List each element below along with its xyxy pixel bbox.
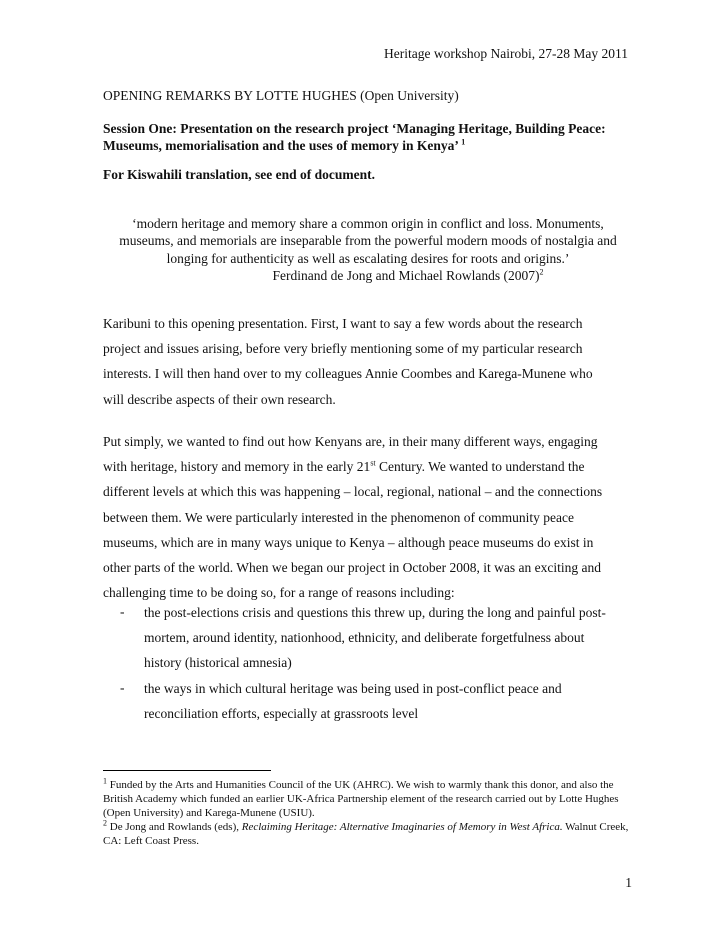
footnote-text: Walnut Creek, CA: Left Coast Press. (103, 821, 629, 848)
list-dash: - (120, 679, 125, 695)
paragraph-research-aims (103, 433, 633, 609)
reasons-list (120, 604, 640, 730)
session-title (103, 120, 643, 154)
paragraph-line: other parts of the world. When we began our project in October 2008, it was an exciting and (103, 559, 601, 575)
footnote-number: 2 (103, 818, 107, 828)
footnote-separator (103, 770, 271, 771)
footnote-2 (103, 820, 643, 848)
page-number: 1 (625, 875, 632, 890)
list-item-line: the ways in which cultural heritage was being used in post-conflict peace and (144, 680, 562, 696)
quote-line: longing for authenticity as well as escalating desires for roots and origins.’ (166, 250, 570, 266)
epigraph-quote (103, 215, 633, 284)
footnote-ref-1[interactable]: 1 (461, 137, 466, 147)
line-text: with heritage, history and memory in the early 21 (103, 459, 371, 475)
paragraph-line (103, 458, 633, 483)
session-title-text: Museums, memorialisation and the uses of memory in Kenya’ (103, 138, 458, 153)
session-title-line2 (103, 137, 643, 154)
footnote-text: De Jong and Rowlands (eds), (109, 821, 242, 833)
footnote-ref-2[interactable]: 2 (539, 267, 544, 277)
paragraph-line: between them. We were particularly interested in the phenomenon of community peace (103, 509, 574, 525)
footnote-number: 1 (103, 776, 107, 786)
line-text: Century. We wanted to understand the (375, 459, 585, 475)
footnote-1 (103, 778, 643, 821)
quote-author: Ferdinand de Jong and Michael Rowlands (2007) (272, 267, 540, 283)
quote-line: ‘modern heritage and memory share a common origin in conflict and loss. Monuments, (132, 216, 604, 231)
list-item (120, 680, 640, 730)
paragraph-line: will describe aspects of their own research. (103, 391, 336, 407)
running-header: Heritage workshop Nairobi, 27-28 May 2011 (384, 46, 628, 61)
paragraph-line: Karibuni to this opening presentation. First, I want to say a few words about the research (103, 316, 583, 331)
paragraph-line: museums, which are in many ways unique to Kenya – although peace museums do exist in (103, 534, 594, 550)
list-item-line: reconciliation efforts, especially at grassroots level (144, 705, 419, 721)
paragraph-line: project and issues arising, before very briefly mentioning some of my particular research (103, 341, 583, 357)
footnote-text: Funded by the Arts and Humanities Council of the UK (AHRC). We wish to warmly thank this donor, and also the British Academy which funded an earlier UK-Africa Partnership element of the research carried out by Lotte Hughes (Open University) and Karega-Munene (USIU). (103, 779, 619, 820)
footnote-book-title: Reclaiming Heritage: Alternative Imaginaries of Memory in West Africa. (241, 821, 563, 833)
list-dash: - (120, 604, 125, 619)
list-item-line: mortem, around identity, nationhood, ethnicity, and deliberate forgetfulness about (144, 630, 585, 646)
session-title-line1: Session One: Presentation on the research project ‘Managing Heritage, Building Peace: (103, 121, 606, 136)
paragraph-line: Put simply, we wanted to find out how Kenyans are, in their many different ways, engaging (103, 434, 598, 449)
list-item-line: the post-elections crisis and questions this threw up, during the long and painful post- (144, 605, 606, 620)
paragraph-line: challenging time to be doing so, for a range of reasons including: (103, 585, 455, 601)
list-item (120, 604, 640, 680)
paragraph-intro (103, 315, 633, 416)
ordinal-suffix: st (370, 458, 376, 468)
opening-remarks-heading: OPENING REMARKS BY LOTTE HUGHES (Open University) (103, 88, 459, 103)
quote-line: museums, and memorials are inseparable from the powerful modern moods of nostalgia and (119, 233, 617, 249)
kiswahili-note: For Kiswahili translation, see end of document. (103, 167, 376, 182)
paragraph-line: different levels at which this was happening – local, regional, national – and the connections (103, 484, 603, 500)
list-item-line: history (historical amnesia) (144, 655, 292, 671)
paragraph-line: interests. I will then hand over to my colleagues Annie Coombes and Karega-Munene who (103, 366, 593, 382)
quote-attribution (103, 267, 633, 284)
